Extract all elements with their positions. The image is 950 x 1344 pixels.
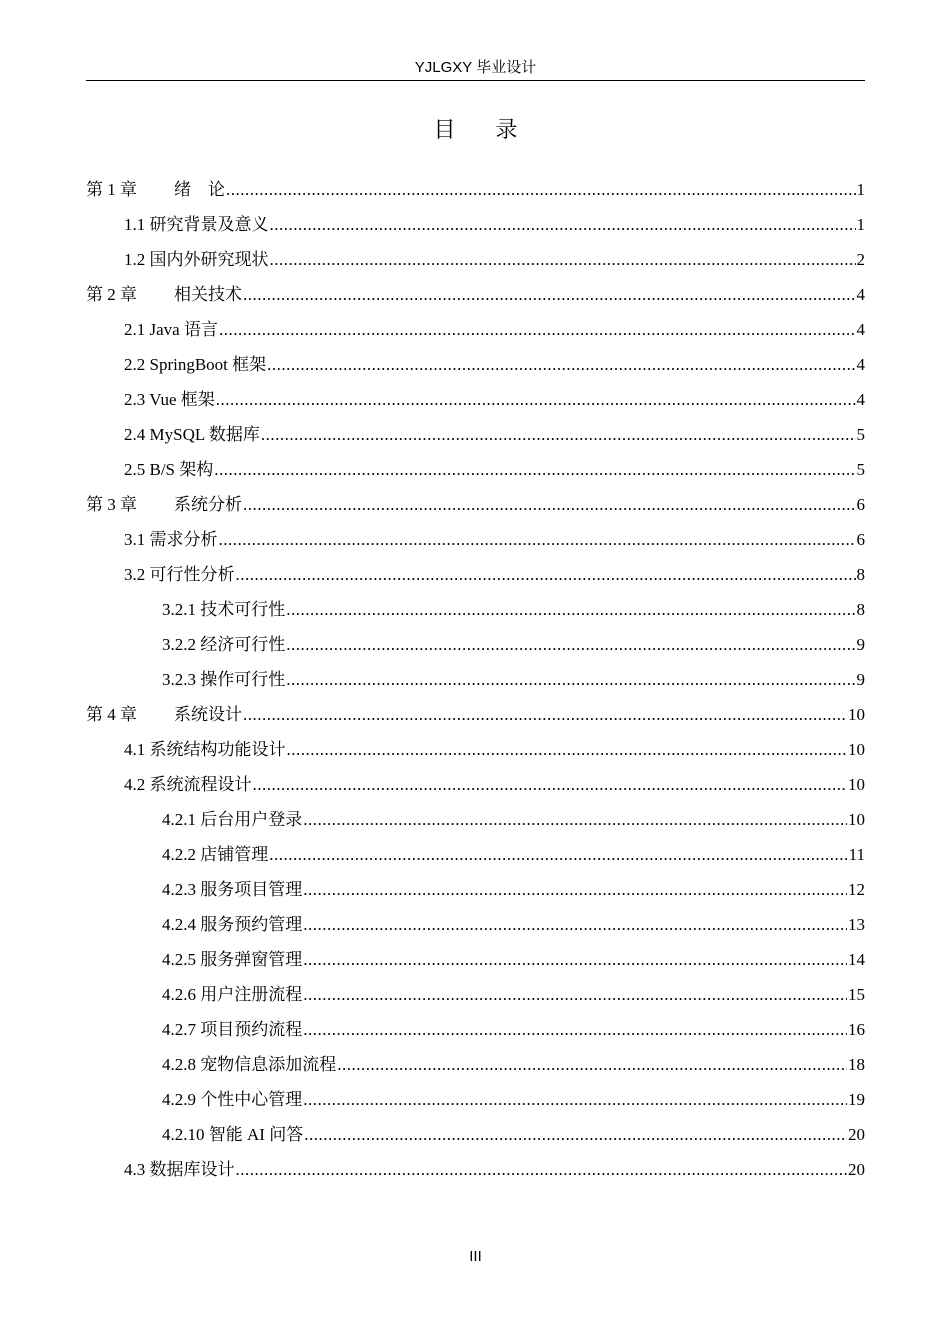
- toc-entry-title: 4.2.4 服务预约管理: [162, 915, 303, 934]
- toc-dot-leader: [269, 841, 847, 869]
- toc-entry-title: 绪 论: [174, 180, 225, 199]
- toc-dot-leader: [303, 946, 847, 974]
- toc-dot-leader: [270, 211, 856, 239]
- toc-dot-leader: [236, 1156, 848, 1184]
- toc-section-entry[interactable]: [86, 211, 865, 246]
- toc-entry-title: 系统设计: [174, 705, 242, 724]
- toc-page-number: 10: [848, 775, 865, 794]
- toc-dot-leader: [236, 561, 856, 589]
- toc-entry-title: 4.2.3 服务项目管理: [162, 880, 303, 899]
- toc-page-number: 10: [848, 705, 865, 724]
- toc-page-number: 16: [848, 1020, 865, 1039]
- toc-section-entry[interactable]: [86, 386, 865, 421]
- toc-entry-title: 1.2 国内外研究现状: [124, 250, 269, 269]
- toc-page-number: 14: [848, 950, 865, 969]
- toc-dot-leader: [286, 596, 855, 624]
- toc-section-entry[interactable]: [86, 806, 865, 841]
- toc-section-entry[interactable]: [86, 1121, 865, 1156]
- toc-section-entry[interactable]: [86, 911, 865, 946]
- toc-dot-leader: [303, 1016, 847, 1044]
- toc-entry-title: 3.2 可行性分析: [124, 565, 235, 584]
- toc-entry-title: 4.2.6 用户注册流程: [162, 985, 303, 1004]
- toc-section-entry[interactable]: [86, 246, 865, 281]
- page-number-footer: III: [469, 1248, 482, 1265]
- toc-page-number: 1: [856, 180, 865, 199]
- toc-dot-leader: [304, 1121, 847, 1149]
- toc-dot-leader: [287, 736, 848, 764]
- toc-entry-title: 2.5 B/S 架构: [124, 460, 214, 479]
- toc-section-entry[interactable]: [86, 946, 865, 981]
- toc-dot-leader: [253, 771, 848, 799]
- page-header: YJLGXY 毕业设计: [414, 59, 537, 76]
- toc-section-entry[interactable]: [86, 421, 865, 456]
- toc-chapter-number: 第 3 章: [86, 495, 137, 514]
- toc-page-number: 4: [856, 390, 865, 409]
- toc-section-entry[interactable]: [86, 876, 865, 911]
- toc-chapter-entry[interactable]: [86, 281, 865, 316]
- toc-entry-title: 3.2.1 技术可行性: [162, 600, 286, 619]
- toc-page-number: 8: [856, 565, 865, 584]
- toc-page-number: 20: [848, 1160, 865, 1179]
- toc-chapter-entry[interactable]: [86, 491, 865, 526]
- toc-page-number: 4: [856, 320, 865, 339]
- toc-section-entry[interactable]: [86, 1016, 865, 1051]
- toc-section-entry[interactable]: [86, 596, 865, 631]
- toc-page-number: 20: [848, 1125, 865, 1144]
- toc-section-entry[interactable]: [86, 456, 865, 491]
- toc-page-number: 11: [848, 845, 865, 864]
- toc-section-entry[interactable]: [86, 351, 865, 386]
- toc-entry-title: 4.2.1 后台用户登录: [162, 810, 303, 829]
- toc-page-number: 5: [856, 425, 865, 444]
- toc-entry-title: 4.2.7 项目预约流程: [162, 1020, 303, 1039]
- toc-section-entry[interactable]: [86, 841, 865, 876]
- toc-dot-leader: [243, 701, 847, 729]
- toc-dot-leader: [303, 1086, 847, 1114]
- toc-section-entry[interactable]: [86, 1156, 865, 1191]
- toc-section-entry[interactable]: [86, 736, 865, 771]
- toc-section-entry[interactable]: [86, 316, 865, 351]
- toc-section-entry[interactable]: [86, 631, 865, 666]
- toc-section-entry[interactable]: [86, 666, 865, 701]
- toc-entry-title: 4.2.5 服务弹窗管理: [162, 950, 303, 969]
- table-of-contents: [86, 176, 865, 1191]
- toc-dot-leader: [219, 526, 856, 554]
- toc-dot-leader: [226, 176, 856, 204]
- toc-dot-leader: [261, 421, 856, 449]
- toc-chapter-number: 第 2 章: [86, 285, 137, 304]
- toc-page-number: 9: [856, 635, 865, 654]
- toc-entry-title: 4.2.8 宠物信息添加流程: [162, 1055, 337, 1074]
- toc-page-number: 15: [848, 985, 865, 1004]
- toc-dot-leader: [270, 246, 856, 274]
- toc-dot-leader: [286, 631, 855, 659]
- toc-dot-leader: [267, 351, 855, 379]
- toc-entry-title: 相关技术: [174, 285, 242, 304]
- toc-dot-leader: [219, 316, 856, 344]
- toc-entry-title: 2.3 Vue 框架: [124, 390, 215, 409]
- toc-entry-title: 2.4 MySQL 数据库: [124, 425, 260, 444]
- toc-entry-title: 3.1 需求分析: [124, 530, 218, 549]
- toc-title: 目录: [433, 118, 558, 143]
- toc-dot-leader: [243, 281, 856, 309]
- toc-page-number: 12: [848, 880, 865, 899]
- toc-chapter-number: 第 1 章: [86, 180, 137, 199]
- toc-dot-leader: [214, 456, 855, 484]
- toc-dot-leader: [303, 806, 847, 834]
- toc-page-number: 18: [848, 1055, 865, 1074]
- toc-chapter-number: 第 4 章: [86, 705, 137, 724]
- toc-entry-title: 3.2.2 经济可行性: [162, 635, 286, 654]
- toc-page-number: 2: [856, 250, 865, 269]
- toc-section-entry[interactable]: [86, 771, 865, 806]
- toc-dot-leader: [286, 666, 855, 694]
- toc-section-entry[interactable]: [86, 1086, 865, 1121]
- toc-page-number: 19: [848, 1090, 865, 1109]
- toc-entry-title: 4.2.2 店铺管理: [162, 845, 269, 864]
- toc-entry-title: 4.3 数据库设计: [124, 1160, 235, 1179]
- toc-page-number: 13: [848, 915, 865, 934]
- toc-entry-title: 4.2.10 智能 AI 问答: [162, 1125, 304, 1144]
- toc-dot-leader: [243, 491, 856, 519]
- toc-chapter-entry[interactable]: [86, 701, 865, 736]
- toc-entry-title: 2.1 Java 语言: [124, 320, 218, 339]
- toc-entry-title: 4.2.9 个性中心管理: [162, 1090, 303, 1109]
- toc-dot-leader: [216, 386, 856, 414]
- toc-page-number: 6: [856, 530, 865, 549]
- toc-entry-title: 4.2 系统流程设计: [124, 775, 252, 794]
- toc-entry-title: 4.1 系统结构功能设计: [124, 740, 286, 759]
- toc-page-number: 8: [856, 600, 865, 619]
- toc-entry-title: 2.2 SpringBoot 框架: [124, 355, 267, 374]
- toc-section-entry[interactable]: [86, 981, 865, 1016]
- toc-page-number: 9: [856, 670, 865, 689]
- header-divider: [86, 80, 865, 81]
- toc-page-number: 4: [856, 285, 865, 304]
- toc-entry-title: 3.2.3 操作可行性: [162, 670, 286, 689]
- toc-page-number: 1: [856, 215, 865, 234]
- toc-section-entry[interactable]: [86, 561, 865, 596]
- toc-section-entry[interactable]: [86, 526, 865, 561]
- toc-dot-leader: [303, 876, 847, 904]
- toc-dot-leader: [303, 981, 847, 1009]
- toc-page-number: 4: [856, 355, 865, 374]
- toc-page-number: 10: [848, 740, 865, 759]
- toc-dot-leader: [337, 1051, 847, 1079]
- toc-page-number: 6: [856, 495, 865, 514]
- toc-page-number: 10: [848, 810, 865, 829]
- toc-dot-leader: [303, 911, 847, 939]
- toc-entry-title: 系统分析: [174, 495, 242, 514]
- toc-section-entry[interactable]: [86, 1051, 865, 1086]
- toc-page-number: 5: [856, 460, 865, 479]
- toc-chapter-entry[interactable]: [86, 176, 865, 211]
- toc-entry-title: 1.1 研究背景及意义: [124, 215, 269, 234]
